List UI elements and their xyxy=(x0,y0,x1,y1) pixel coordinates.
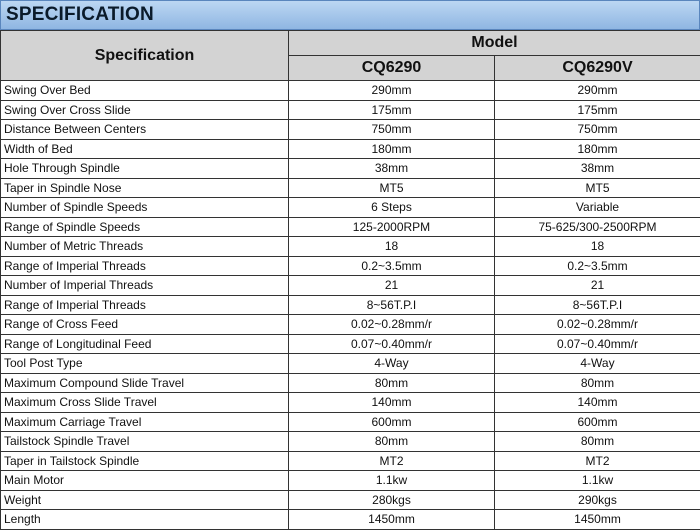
spec-label: Distance Between Centers xyxy=(1,120,289,140)
value-cq6290: 0.02~0.28mm/r xyxy=(289,315,495,335)
value-cq6290v: MT2 xyxy=(495,451,700,471)
spec-label: Range of Imperial Threads xyxy=(1,295,289,315)
value-cq6290: MT2 xyxy=(289,451,495,471)
spec-label: Range of Cross Feed xyxy=(1,315,289,335)
value-cq6290v: 21 xyxy=(495,276,700,296)
value-cq6290: 4-Way xyxy=(289,354,495,374)
value-cq6290v: 4-Way xyxy=(495,354,700,374)
value-cq6290v: 140mm xyxy=(495,393,700,413)
section-banner xyxy=(0,0,700,30)
value-cq6290: MT5 xyxy=(289,178,495,198)
table-row xyxy=(1,120,700,140)
value-cq6290: 6 Steps xyxy=(289,198,495,218)
value-cq6290: 80mm xyxy=(289,432,495,452)
table-row xyxy=(1,432,700,452)
table-row xyxy=(1,510,700,530)
table-row xyxy=(1,393,700,413)
spec-table xyxy=(0,30,700,530)
table-row xyxy=(1,81,700,101)
value-cq6290: 1.1kw xyxy=(289,471,495,491)
value-cq6290v: 8~56T.P.I xyxy=(495,295,700,315)
spec-label: Number of Imperial Threads xyxy=(1,276,289,296)
table-row xyxy=(1,276,700,296)
model-header-cq6290: CQ6290 xyxy=(289,56,495,81)
spec-label: Tool Post Type xyxy=(1,354,289,374)
value-cq6290: 0.07~0.40mm/r xyxy=(289,334,495,354)
model-header-cq6290v: CQ6290V xyxy=(495,56,700,81)
value-cq6290v: 1450mm xyxy=(495,510,700,530)
value-cq6290v: 80mm xyxy=(495,373,700,393)
table-row xyxy=(1,373,700,393)
value-cq6290v: 18 xyxy=(495,237,700,257)
value-cq6290v: 80mm xyxy=(495,432,700,452)
value-cq6290v: 0.07~0.40mm/r xyxy=(495,334,700,354)
value-cq6290: 38mm xyxy=(289,159,495,179)
value-cq6290: 80mm xyxy=(289,373,495,393)
value-cq6290v: Variable xyxy=(495,198,700,218)
table-row xyxy=(1,315,700,335)
table-row xyxy=(1,100,700,120)
table-row xyxy=(1,237,700,257)
table-row xyxy=(1,471,700,491)
spec-label: Taper in Spindle Nose xyxy=(1,178,289,198)
table-row xyxy=(1,139,700,159)
value-cq6290v: 180mm xyxy=(495,139,700,159)
value-cq6290: 140mm xyxy=(289,393,495,413)
spec-label: Maximum Carriage Travel xyxy=(1,412,289,432)
spec-label: Length xyxy=(1,510,289,530)
value-cq6290v: 0.2~3.5mm xyxy=(495,256,700,276)
value-cq6290: 180mm xyxy=(289,139,495,159)
value-cq6290v: 75-625/300-2500RPM xyxy=(495,217,700,237)
spec-label: Range of Longitudinal Feed xyxy=(1,334,289,354)
table-row xyxy=(1,178,700,198)
value-cq6290v: 1.1kw xyxy=(495,471,700,491)
spec-label: Taper in Tailstock Spindle xyxy=(1,451,289,471)
table-row xyxy=(1,451,700,471)
table-row xyxy=(1,295,700,315)
value-cq6290: 1450mm xyxy=(289,510,495,530)
spec-label: Tailstock Spindle Travel xyxy=(1,432,289,452)
spec-label: Number of Spindle Speeds xyxy=(1,198,289,218)
spec-column-header: Specification xyxy=(1,31,289,81)
spec-label: Main Motor xyxy=(1,471,289,491)
table-row xyxy=(1,490,700,510)
spec-label: Maximum Cross Slide Travel xyxy=(1,393,289,413)
spec-label: Swing Over Bed xyxy=(1,81,289,101)
spec-label: Range of Imperial Threads xyxy=(1,256,289,276)
value-cq6290: 290mm xyxy=(289,81,495,101)
value-cq6290: 600mm xyxy=(289,412,495,432)
value-cq6290v: 290mm xyxy=(495,81,700,101)
value-cq6290: 8~56T.P.I xyxy=(289,295,495,315)
value-cq6290v: 0.02~0.28mm/r xyxy=(495,315,700,335)
table-row xyxy=(1,412,700,432)
table-row xyxy=(1,334,700,354)
value-cq6290: 0.2~3.5mm xyxy=(289,256,495,276)
value-cq6290: 280kgs xyxy=(289,490,495,510)
value-cq6290: 18 xyxy=(289,237,495,257)
spec-label: Width of Bed xyxy=(1,139,289,159)
model-column-header: Model xyxy=(289,31,700,56)
spec-label: Maximum Compound Slide Travel xyxy=(1,373,289,393)
spec-label: Hole Through Spindle xyxy=(1,159,289,179)
value-cq6290v: 290kgs xyxy=(495,490,700,510)
value-cq6290: 21 xyxy=(289,276,495,296)
table-row xyxy=(1,354,700,374)
value-cq6290v: MT5 xyxy=(495,178,700,198)
table-row xyxy=(1,198,700,218)
value-cq6290v: 175mm xyxy=(495,100,700,120)
value-cq6290: 175mm xyxy=(289,100,495,120)
spec-label: Weight xyxy=(1,490,289,510)
value-cq6290: 125-2000RPM xyxy=(289,217,495,237)
spec-table-body xyxy=(1,81,700,530)
banner-title: SPECIFICATION xyxy=(6,4,154,25)
value-cq6290v: 38mm xyxy=(495,159,700,179)
spec-label: Number of Metric Threads xyxy=(1,237,289,257)
value-cq6290v: 600mm xyxy=(495,412,700,432)
table-row xyxy=(1,159,700,179)
spec-label: Swing Over Cross Slide xyxy=(1,100,289,120)
value-cq6290: 750mm xyxy=(289,120,495,140)
table-row xyxy=(1,256,700,276)
value-cq6290v: 750mm xyxy=(495,120,700,140)
spec-label: Range of Spindle Speeds xyxy=(1,217,289,237)
table-row xyxy=(1,217,700,237)
